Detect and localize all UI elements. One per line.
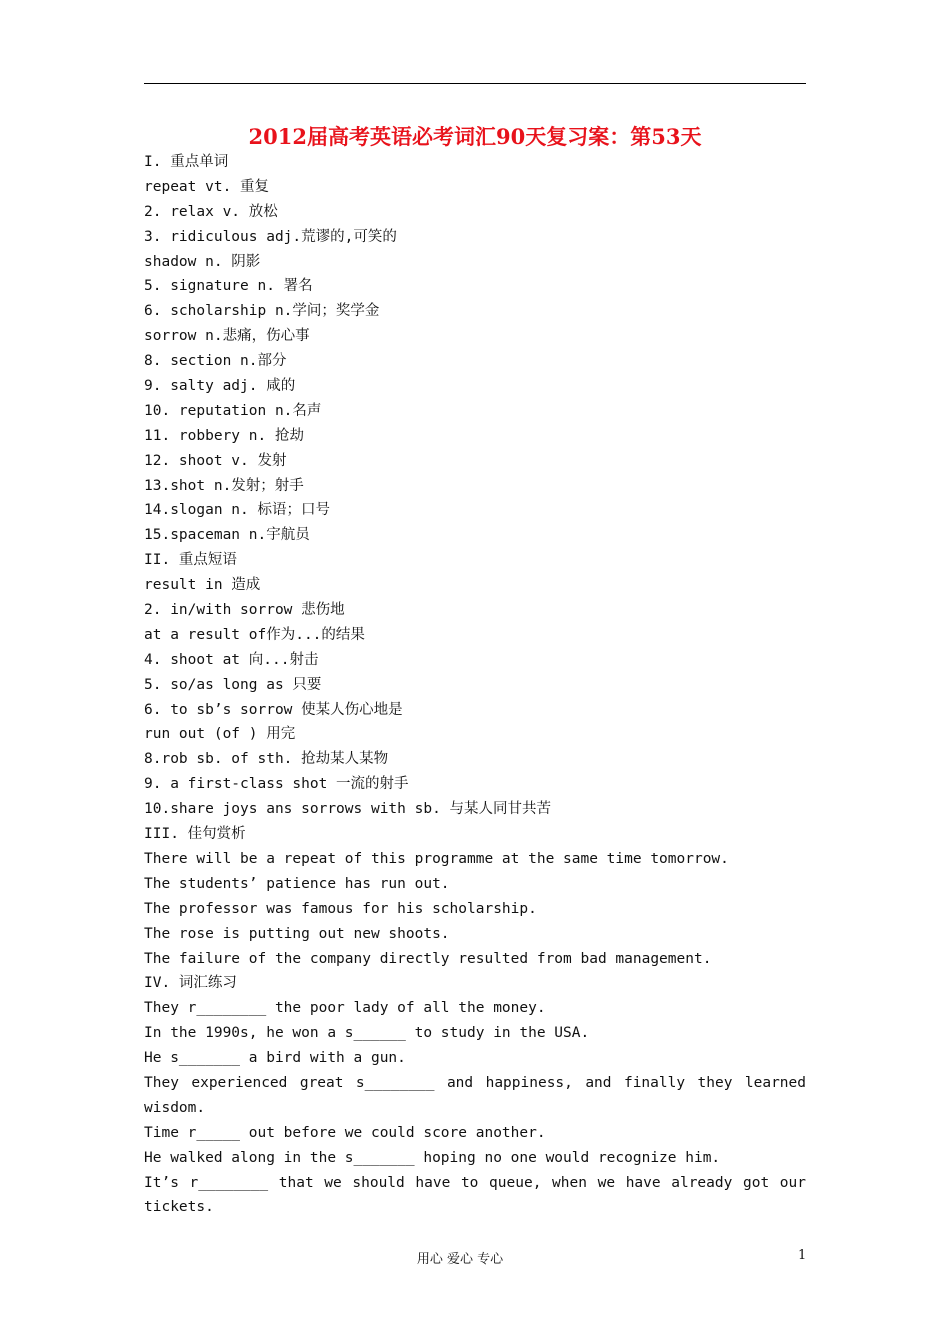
text-line: 5. signature n. 署名 [144,278,313,295]
text-line: The rose is putting out new shoots. [144,925,450,942]
text-line: There will be a repeat of this programme at the same time tomorrow. [144,850,729,867]
text-line: repeat vt. 重复 [144,178,270,195]
text-line: They experienced great s________ and happiness, and finally they learned [144,1074,806,1091]
text-line: 14.slogan n. 标语；口号 [144,502,330,519]
text-line: run out (of ) 用完 [144,726,296,743]
header-rule [144,83,806,84]
text-line: 8. section n.部分 [144,353,287,370]
text-line: 9. a first-class shot 一流的射手 [144,776,409,793]
document-title: 2012届高考英语必考词汇90天复习案：第53天 [248,124,702,149]
text-line: 2. in/with sorrow 悲伤地 [144,602,345,619]
text-line: 4. shoot at 向...射击 [144,651,319,668]
text-line: In the 1990s, he won a s______ to study in the USA. [144,1025,590,1042]
text-line: shadow n. 阴影 [144,253,261,270]
text-line: 3. ridiculous adj.荒谬的,可笑的 [144,228,397,245]
document-body [144,150,806,1220]
text-line: tickets. [144,1199,214,1216]
text-line: 10. reputation n.名声 [144,402,322,419]
text-line: IV. 词汇练习 [144,975,237,992]
text-line: 5. so/as long as 只要 [144,676,322,693]
text-line: The failure of the company directly resulted from bad management. [144,950,712,967]
text-line: 6. scholarship n.学问；奖学金 [144,303,380,320]
text-line: I. 重点单词 [144,154,229,170]
text-line: It’s r________ that we should have to queue, when we have already got our [144,1174,806,1191]
text-line: He walked along in the s_______ hoping no one would recognize him. [144,1149,721,1166]
text-line: 15.spaceman n.宇航员 [144,527,310,544]
text-line: 10.share joys ans sorrows with sb. 与某人同甘共苦 [144,801,552,818]
text-line: II. 重点短语 [144,552,237,569]
text-line: 12. shoot v. 发射 [144,452,287,469]
text-line: 13.shot n.发射；射手 [144,477,304,494]
page-number: 1 [798,1248,807,1263]
text-line: 2. relax v. 放松 [144,203,278,220]
text-line: wisdom. [144,1099,206,1116]
text-line: 6. to sb’s sorrow 使某人伤心地是 [144,701,403,718]
text-line: sorrow n.悲痛，伤心事 [144,328,310,345]
text-line: at a result of作为...的结果 [144,626,365,643]
text-line: They r________ the poor lady of all the money. [144,1000,546,1017]
text-line: 8.rob sb. of sth. 抢劫某人某物 [144,751,389,768]
text-line: III. 佳句赏析 [144,826,246,843]
text-line: He s_______ a bird with a gun. [144,1050,406,1067]
text-line: result in 造成 [144,577,261,594]
text-line: Time r_____ out before we could score another. [144,1124,546,1141]
text-line: 11. robbery n. 抢劫 [144,427,304,444]
text-line: The professor was famous for his scholarship. [144,900,537,917]
text-line: The students’ patience has run out. [144,875,450,892]
text-line: 9. salty adj. 咸的 [144,378,296,395]
footer-motto: 用心 爱心 专心 [416,1252,504,1267]
